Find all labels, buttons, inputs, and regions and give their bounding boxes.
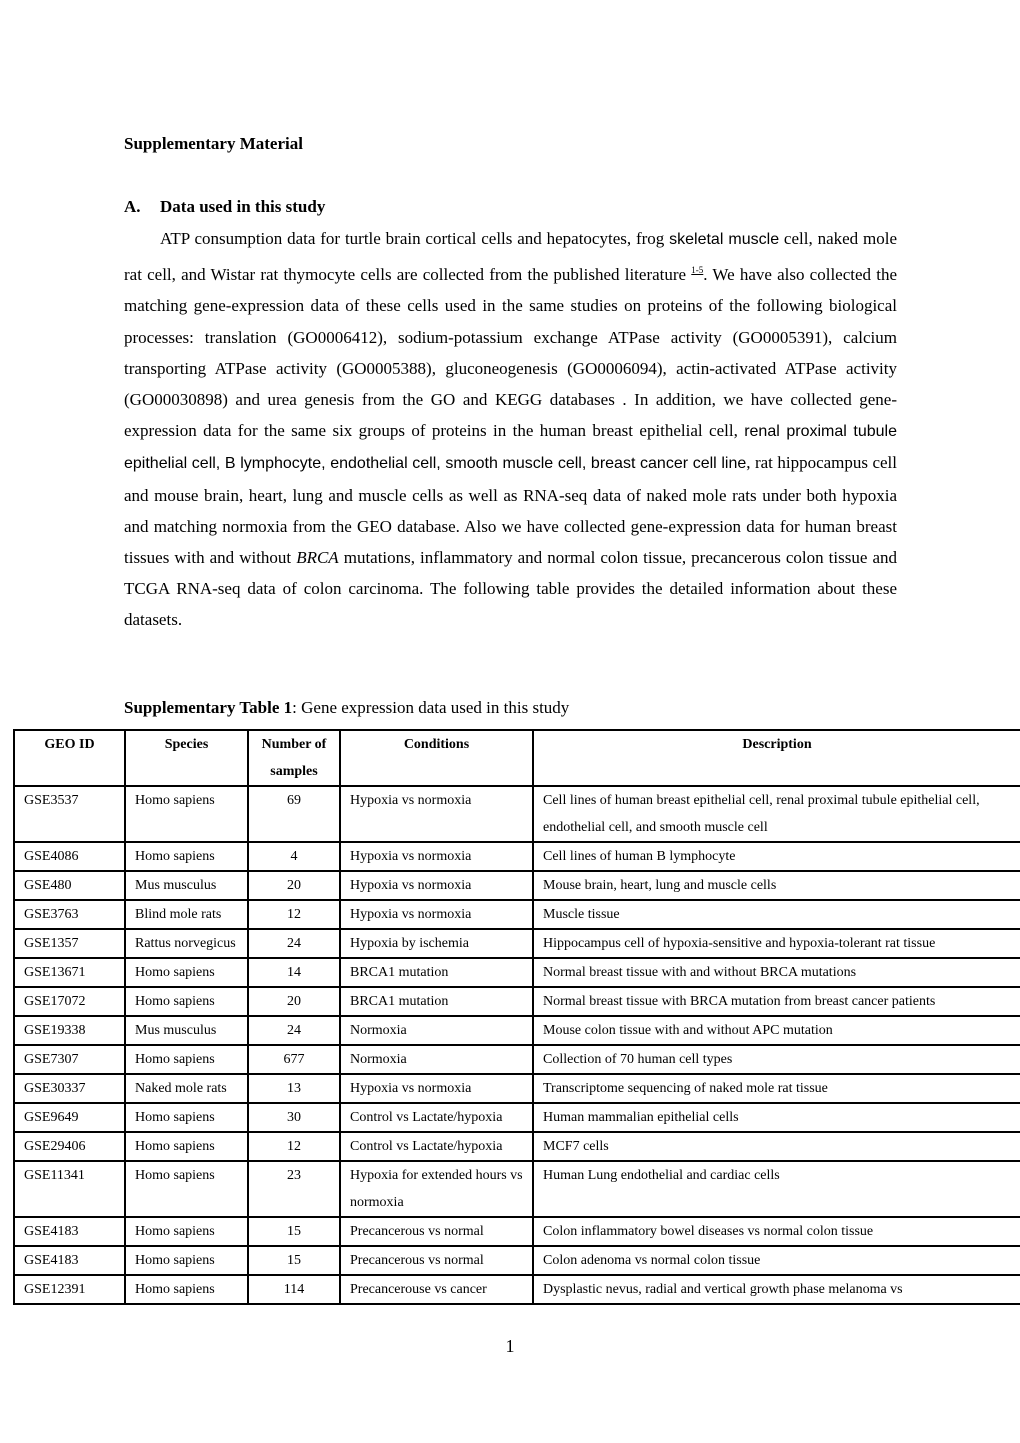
page-title: Supplementary Material bbox=[124, 134, 303, 153]
cell-geo-id: GSE17072 bbox=[14, 987, 125, 1016]
cell-sample-count: 14 bbox=[248, 958, 340, 987]
cell-description: Colon inflammatory bowel diseases vs normal colon tissue bbox=[533, 1217, 1020, 1246]
cell-description: MCF7 cells bbox=[533, 1132, 1020, 1161]
table-row bbox=[14, 871, 1020, 900]
cell-conditions: BRCA1 mutation bbox=[340, 958, 533, 987]
table-header-row bbox=[14, 730, 1020, 786]
paragraph-text: . We have also collected the matching gene-expression data of these cells used in the same studies on proteins of the following biological processes: translation (GO0006412), sodium-potassium exchange ATPase activity (GO0005391), calcium transporting ATPase activity (GO0005388), gluconeogenesis (GO0006094), actin-activated ATPase activity (GO00030898) and urea genesis from the GO and KEGG databases . In addition, we have collected gene-expression data for the same six groups of proteins in the human breast epithelial cell, bbox=[124, 265, 897, 441]
table-row bbox=[14, 958, 1020, 987]
header-number-of-samples: Number of samples bbox=[248, 730, 340, 786]
cell-geo-id: GSE9649 bbox=[14, 1103, 125, 1132]
cell-geo-id: GSE11341 bbox=[14, 1161, 125, 1217]
cell-sample-count: 4 bbox=[248, 842, 340, 871]
table-row bbox=[14, 1074, 1020, 1103]
cell-geo-id: GSE3537 bbox=[14, 786, 125, 842]
cell-conditions: Normoxia bbox=[340, 1045, 533, 1074]
cell-geo-id: GSE29406 bbox=[14, 1132, 125, 1161]
paragraph-text: ATP consumption data for turtle brain cortical cells and hepatocytes, frog bbox=[160, 229, 670, 248]
cell-sample-count: 24 bbox=[248, 1016, 340, 1045]
cell-sample-count: 677 bbox=[248, 1045, 340, 1074]
cell-description: Collection of 70 human cell types bbox=[533, 1045, 1020, 1074]
gene-expression-table bbox=[13, 729, 1020, 1305]
cell-species: Homo sapiens bbox=[125, 1045, 248, 1074]
cell-sample-count: 24 bbox=[248, 929, 340, 958]
cell-conditions: Hypoxia vs normoxia bbox=[340, 871, 533, 900]
table-row bbox=[14, 1016, 1020, 1045]
citation-ref[interactable]: 1-5 bbox=[691, 265, 704, 276]
table-row bbox=[14, 1161, 1020, 1217]
cell-species: Homo sapiens bbox=[125, 987, 248, 1016]
cell-species: Naked mole rats bbox=[125, 1074, 248, 1103]
cell-sample-count: 15 bbox=[248, 1217, 340, 1246]
cell-description: Colon adenoma vs normal colon tissue bbox=[533, 1246, 1020, 1275]
paragraph-text: cell, naked mole rat cell, and Wistar rat thymocyte cells are collected from the published literature bbox=[124, 229, 897, 285]
cell-species: Rattus norvegicus bbox=[125, 929, 248, 958]
cell-conditions: Control vs Lactate/hypoxia bbox=[340, 1132, 533, 1161]
cell-description: Human mammalian epithelial cells bbox=[533, 1103, 1020, 1132]
cell-conditions: Precancerous vs normal bbox=[340, 1246, 533, 1275]
cell-species: Mus musculus bbox=[125, 1016, 248, 1045]
cell-sample-count: 12 bbox=[248, 900, 340, 929]
cell-species: Homo sapiens bbox=[125, 1246, 248, 1275]
cell-species: Homo sapiens bbox=[125, 1217, 248, 1246]
table-row bbox=[14, 929, 1020, 958]
cell-geo-id: GSE3763 bbox=[14, 900, 125, 929]
cell-geo-id: GSE1357 bbox=[14, 929, 125, 958]
cell-conditions: Hypoxia vs normoxia bbox=[340, 842, 533, 871]
cell-sample-count: 15 bbox=[248, 1246, 340, 1275]
table-row bbox=[14, 1045, 1020, 1074]
cell-geo-id: GSE480 bbox=[14, 871, 125, 900]
cell-sample-count: 12 bbox=[248, 1132, 340, 1161]
cell-conditions: Normoxia bbox=[340, 1016, 533, 1045]
cell-species: Homo sapiens bbox=[125, 1132, 248, 1161]
page-number: 1 bbox=[505, 1336, 515, 1356]
table-row bbox=[14, 900, 1020, 929]
cell-description: Cell lines of human B lymphocyte bbox=[533, 842, 1020, 871]
cell-sample-count: 23 bbox=[248, 1161, 340, 1217]
cell-sample-count: 114 bbox=[248, 1275, 340, 1304]
cell-species: Homo sapiens bbox=[125, 1275, 248, 1304]
cell-geo-id: GSE4086 bbox=[14, 842, 125, 871]
cell-geo-id: GSE7307 bbox=[14, 1045, 125, 1074]
cell-geo-id: GSE12391 bbox=[14, 1275, 125, 1304]
paragraph-text: , rat hippocampus cell and mouse brain, heart, lung and muscle cells as well as RNA-seq data of naked mole rats under both hypoxia and matching normoxia from the GEO database. Also we have collected gene-expression data for human breast tissues with and without bbox=[124, 453, 897, 568]
cell-conditions: Hypoxia by ischemia bbox=[340, 929, 533, 958]
table-caption bbox=[124, 698, 569, 718]
cell-species: Homo sapiens bbox=[125, 1161, 248, 1217]
cell-geo-id: GSE4183 bbox=[14, 1217, 125, 1246]
cell-geo-id: GSE19338 bbox=[14, 1016, 125, 1045]
cell-description: Transcriptome sequencing of naked mole rat tissue bbox=[533, 1074, 1020, 1103]
section-title: Data used in this study bbox=[160, 197, 326, 216]
cell-species: Homo sapiens bbox=[125, 786, 248, 842]
cell-conditions: Precancerous vs normal bbox=[340, 1217, 533, 1246]
cell-description: Dysplastic nevus, radial and vertical growth phase melanoma vs bbox=[533, 1275, 1020, 1304]
body-paragraph bbox=[124, 223, 897, 636]
cell-sample-count: 20 bbox=[248, 987, 340, 1016]
cell-sample-count: 69 bbox=[248, 786, 340, 842]
cell-description: Normal breast tissue with BRCA mutation from breast cancer patients bbox=[533, 987, 1020, 1016]
table-row bbox=[14, 987, 1020, 1016]
paragraph-italic-text: BRCA bbox=[296, 548, 339, 568]
cell-conditions: BRCA1 mutation bbox=[340, 987, 533, 1016]
cell-description: Mouse colon tissue with and without APC mutation bbox=[533, 1016, 1020, 1045]
cell-species: Homo sapiens bbox=[125, 842, 248, 871]
table-row bbox=[14, 1217, 1020, 1246]
cell-species: Homo sapiens bbox=[125, 1103, 248, 1132]
header-conditions: Conditions bbox=[340, 730, 533, 786]
paragraph-text: skeletal muscle bbox=[669, 231, 780, 248]
cell-conditions: Hypoxia vs normoxia bbox=[340, 900, 533, 929]
cell-description: Human Lung endothelial and cardiac cells bbox=[533, 1161, 1020, 1217]
cell-sample-count: 20 bbox=[248, 871, 340, 900]
cell-conditions: Control vs Lactate/hypoxia bbox=[340, 1103, 533, 1132]
cell-description: Cell lines of human breast epithelial cell, renal proximal tubule epithelial cell, endothelial cell, and smooth muscle cell bbox=[533, 786, 1020, 842]
cell-description: Normal breast tissue with and without BRCA mutations bbox=[533, 958, 1020, 987]
table-caption-text: : Gene expression data used in this study bbox=[292, 698, 570, 717]
table-row bbox=[14, 1132, 1020, 1161]
cell-description: Hippocampus cell of hypoxia-sensitive and hypoxia-tolerant rat tissue bbox=[533, 929, 1020, 958]
cell-conditions: Hypoxia vs normoxia bbox=[340, 1074, 533, 1103]
cell-species: Mus musculus bbox=[125, 871, 248, 900]
cell-description: Mouse brain, heart, lung and muscle cells bbox=[533, 871, 1020, 900]
cell-description: Muscle tissue bbox=[533, 900, 1020, 929]
cell-geo-id: GSE4183 bbox=[14, 1246, 125, 1275]
cell-species: Blind mole rats bbox=[125, 900, 248, 929]
table-row bbox=[14, 786, 1020, 842]
cell-geo-id: GSE13671 bbox=[14, 958, 125, 987]
header-species: Species bbox=[125, 730, 248, 786]
paragraph-text: mutations, inflammatory and normal colon tissue, precancerous colon tissue and TCGA RNA-seq data of colon carcinoma. The following table provides the detailed information about these datasets. bbox=[124, 548, 897, 630]
cell-geo-id: GSE30337 bbox=[14, 1074, 125, 1103]
cell-species: Homo sapiens bbox=[125, 958, 248, 987]
cell-conditions: Precancerouse vs cancer bbox=[340, 1275, 533, 1304]
cell-conditions: Hypoxia for extended hours vs normoxia bbox=[340, 1161, 533, 1217]
cell-sample-count: 13 bbox=[248, 1074, 340, 1103]
cell-conditions: Hypoxia vs normoxia bbox=[340, 786, 533, 842]
table-row bbox=[14, 1103, 1020, 1132]
table-row bbox=[14, 842, 1020, 871]
table-body bbox=[14, 786, 1020, 1304]
header-geo-id: GEO ID bbox=[14, 730, 125, 786]
table-caption-label: Supplementary Table 1 bbox=[124, 698, 293, 717]
cell-sample-count: 30 bbox=[248, 1103, 340, 1132]
header-description: Description bbox=[533, 730, 1020, 786]
section-number: A. bbox=[124, 197, 141, 216]
section-heading bbox=[124, 197, 325, 217]
table-row bbox=[14, 1246, 1020, 1275]
table-row bbox=[14, 1275, 1020, 1304]
paragraph-text: renal proximal tubule epithelial cell, B lymphocyte, endothelial cell, smooth muscle cell, breast cancer cell line bbox=[124, 423, 897, 473]
